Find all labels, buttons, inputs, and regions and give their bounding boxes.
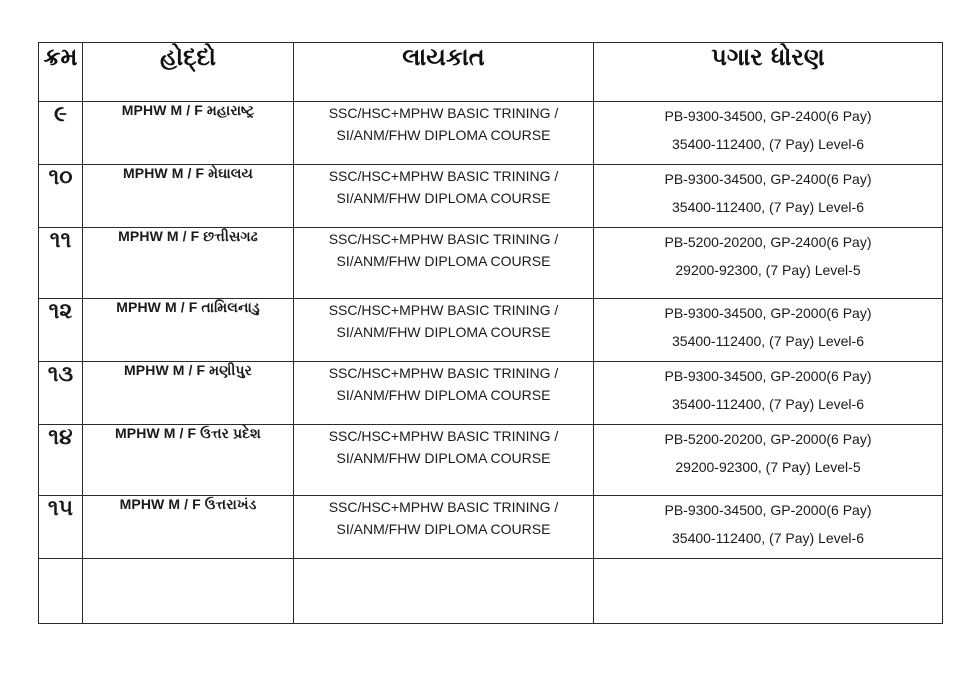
row-qualification: [294, 228, 594, 299]
table-row: [39, 299, 943, 362]
header-number: ક્રમ: [39, 43, 83, 102]
row-qualification: [294, 425, 594, 496]
qualification-line: SSC/HSC+MPHW BASIC TRINING /: [328, 428, 559, 444]
qualification-line: SSC/HSC+MPHW BASIC TRINING /: [328, 499, 559, 515]
header-row: [39, 43, 943, 102]
qualification-line: SSC/HSC+MPHW BASIC TRINING /: [328, 231, 559, 247]
qualification-line: SI/ANM/FHW DIPLOMA COURSE: [336, 253, 551, 269]
pay-line: PB-9300-34500, GP-2400(6 Pay): [664, 108, 872, 124]
qualification-line: SI/ANM/FHW DIPLOMA COURSE: [336, 521, 551, 537]
table-row: [39, 228, 943, 299]
table-header: [39, 43, 943, 102]
pay-line: 29200-92300, (7 Pay) Level-5: [675, 459, 861, 475]
row-post: MPHW M / F ઉત્તરાખંડ: [83, 496, 294, 559]
row-number: ૧૩: [39, 362, 83, 425]
row-number: ૧૦: [39, 165, 83, 228]
qualification-line: SSC/HSC+MPHW BASIC TRINING /: [328, 168, 559, 184]
row-number: ૯: [39, 102, 83, 165]
row-pay-scale: [594, 299, 943, 362]
qualification-line: SSC/HSC+MPHW BASIC TRINING /: [328, 302, 559, 318]
pay-line: PB-5200-20200, GP-2400(6 Pay): [664, 234, 872, 250]
row-number: ૧૫: [39, 496, 83, 559]
qualification-line: SI/ANM/FHW DIPLOMA COURSE: [336, 190, 551, 206]
row-pay-scale: [594, 362, 943, 425]
empty-cell: [83, 559, 294, 624]
empty-cell: [294, 559, 594, 624]
pay-line: 35400-112400, (7 Pay) Level-6: [672, 199, 864, 215]
table-row: [39, 102, 943, 165]
row-qualification: [294, 165, 594, 228]
qualification-line: SI/ANM/FHW DIPLOMA COURSE: [336, 127, 551, 143]
pay-line: 35400-112400, (7 Pay) Level-6: [672, 530, 864, 546]
row-pay-scale: [594, 425, 943, 496]
pay-line: 35400-112400, (7 Pay) Level-6: [672, 333, 864, 349]
qualification-line: SI/ANM/FHW DIPLOMA COURSE: [336, 450, 551, 466]
qualification-line: SI/ANM/FHW DIPLOMA COURSE: [336, 387, 551, 403]
row-post: MPHW M / F મેઘાલય: [83, 165, 294, 228]
table-row: [39, 362, 943, 425]
pay-line: PB-9300-34500, GP-2000(6 Pay): [664, 368, 872, 384]
qualification-line: SI/ANM/FHW DIPLOMA COURSE: [336, 324, 551, 340]
table-row: [39, 165, 943, 228]
row-post: MPHW M / F મહારાષ્ટ્ર: [83, 102, 294, 165]
row-number: ૧૪: [39, 425, 83, 496]
qualification-line: SSC/HSC+MPHW BASIC TRINING /: [328, 105, 559, 121]
row-pay-scale: [594, 228, 943, 299]
row-post: MPHW M / F ઉત્તર પ્રદેશ: [83, 425, 294, 496]
pay-line: PB-9300-34500, GP-2400(6 Pay): [664, 171, 872, 187]
empty-row: [39, 559, 943, 624]
row-post: MPHW M / F તામિલનાડુ: [83, 299, 294, 362]
pay-line: PB-5200-20200, GP-2000(6 Pay): [664, 431, 872, 447]
table-body: [39, 102, 943, 624]
empty-cell: [39, 559, 83, 624]
pay-line: 35400-112400, (7 Pay) Level-6: [672, 396, 864, 412]
header-post: હોદ્દો: [83, 43, 294, 102]
pay-line: PB-9300-34500, GP-2000(6 Pay): [664, 305, 872, 321]
qualification-line: SSC/HSC+MPHW BASIC TRINING /: [328, 365, 559, 381]
header-pay-scale: પગાર ધોરણ: [594, 43, 943, 102]
table-row: [39, 425, 943, 496]
empty-cell: [594, 559, 943, 624]
row-number: ૧૧: [39, 228, 83, 299]
row-qualification: [294, 102, 594, 165]
row-qualification: [294, 362, 594, 425]
header-qualification: લાયકાત: [294, 43, 594, 102]
pay-line: 35400-112400, (7 Pay) Level-6: [672, 136, 864, 152]
row-pay-scale: [594, 165, 943, 228]
row-post: MPHW M / F છત્તીસગઢ: [83, 228, 294, 299]
pay-line: 29200-92300, (7 Pay) Level-5: [675, 262, 861, 278]
row-qualification: [294, 496, 594, 559]
row-pay-scale: [594, 102, 943, 165]
row-number: ૧૨: [39, 299, 83, 362]
posts-table: [38, 42, 943, 624]
table-row: [39, 496, 943, 559]
row-pay-scale: [594, 496, 943, 559]
row-qualification: [294, 299, 594, 362]
pay-line: PB-9300-34500, GP-2000(6 Pay): [664, 502, 872, 518]
row-post: MPHW M / F મણીપુર: [83, 362, 294, 425]
